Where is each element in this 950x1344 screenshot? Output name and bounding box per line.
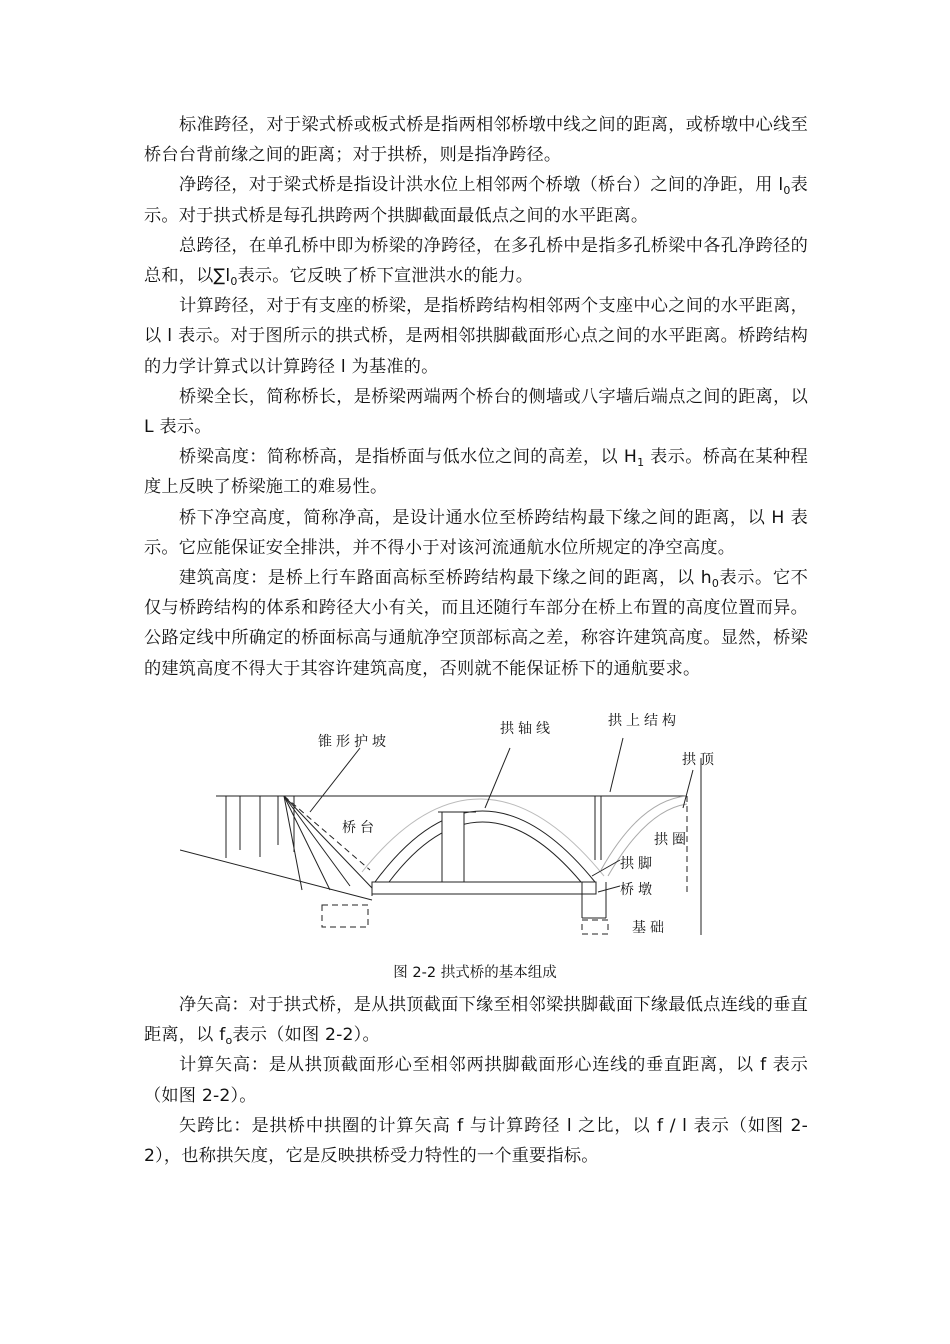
text-run: 桥梁全长，简称桥长，是桥梁两端两个桥台的侧墙或八字墙后端点之间的距离，以 L 表示。 — [144, 386, 808, 438]
cone-hatch — [284, 796, 372, 888]
text-run: 桥下净空高度，简称净高，是设计通水位至桥跨结构最下缘之间的距离，以 H 表示。它应能保证安全排洪，并不得小于对该河流通航水位所规定的净空高度。 — [144, 507, 808, 558]
figure-caption: 图 2-2 拱式桥的基本组成 — [393, 965, 557, 981]
text-run: 表示。它不仅与桥跨结构的体系和跨径大小有关，而且还随行车部分在桥上布置的高度位置而异。公路定线中所确定的桥面标高与通航净空顶部标高之差，称容许建筑高度。显然，桥梁的建筑高度不得大于其容许建筑高度，否则就不能保证桥下的通航要求。 — [144, 568, 808, 679]
subscript: 0 — [711, 577, 720, 591]
foundation-right — [582, 920, 608, 934]
paragraph — [144, 291, 808, 382]
text-run: 表示（如图 2-2）。 — [232, 1025, 380, 1046]
label-abutment: 桥台 — [342, 820, 378, 836]
paragraph — [144, 382, 808, 442]
cone-hatch — [284, 796, 302, 890]
text-run: 表示。桥高在某种程度上反映了桥梁施工的难易性。 — [144, 447, 809, 498]
paragraph — [144, 1050, 808, 1110]
text-run: 总跨径，在单孔桥中即为桥梁的净跨径，在多孔桥中是指多孔桥梁中各孔净跨径的总和，以∑l — [144, 235, 808, 287]
paragraph — [144, 990, 808, 1050]
leader-cone — [310, 748, 360, 812]
foundation-beam — [372, 882, 596, 894]
arch-ring-inner — [389, 822, 581, 882]
leader-superstructure — [610, 738, 623, 792]
text-run: 表示。它反映了桥下宣泄洪水的能力。 — [237, 266, 534, 287]
subscript: 0 — [230, 275, 238, 289]
text-run: 净跨径，对于梁式桥是指设计洪水位上相邻两个桥墩（桥台）之间的净距，用 l — [179, 175, 784, 196]
leader-crown — [683, 770, 693, 808]
arch-bridge-diagram — [180, 700, 740, 940]
text-run: 表示。对于拱式桥是每孔拱跨两个拱脚截面最低点之间的水平距离。 — [144, 175, 808, 226]
text-run: 计算跨径，对于有支座的桥梁，是指桥跨结构相邻两个支座中心之间的水平距离，以 l 表示。对于图所示的拱式桥，是两相邻拱脚截面形心点之间的水平距离。桥跨结构的力学计算式以计算跨径 l 为基准的。 — [144, 296, 808, 377]
text-run: 矢跨比：是拱桥中拱圈的计算矢高 f 与计算跨径 l 之比，以 f / l 表示（如图 2-2），也称拱矢度，它是反映拱桥受力特性的一个重要指标。 — [144, 1115, 808, 1167]
label-foundation: 基础 — [632, 920, 668, 936]
subscript: o — [225, 1034, 233, 1048]
label-arch-axis: 拱轴线 — [500, 721, 554, 737]
paragraph — [144, 170, 808, 230]
label-superstructure: 拱上结构 — [608, 713, 680, 729]
label-springing: 拱脚 — [620, 856, 656, 872]
label-arch-ring: 拱圈 — [654, 832, 690, 848]
foundation-left — [322, 905, 368, 927]
label-pier: 桥墩 — [620, 882, 656, 898]
paragraph — [144, 1111, 808, 1171]
leader-springing — [592, 860, 620, 876]
leader-arch-axis — [485, 748, 510, 808]
cone-hatch — [284, 796, 330, 890]
body-text-top — [144, 110, 808, 684]
paragraph — [144, 503, 808, 563]
arch-bridge-figure — [180, 700, 740, 940]
subscript: 1 — [637, 456, 645, 470]
paragraph — [144, 442, 808, 502]
paragraph — [144, 110, 808, 170]
spandrel-column — [442, 812, 464, 882]
subscript: 0 — [783, 184, 791, 198]
label-cone-slope: 锥形护坡 — [318, 734, 390, 750]
text-run: 建筑高度：是桥上行车路面高标至桥跨结构最下缘之间的距离，以 h — [179, 568, 712, 589]
text-run: 标准跨径，对于梁式桥或板式桥是指两相邻桥墩中线之间的距离，或桥墩中心线至桥台台背前缘之间的距离；对于拱桥，则是指净跨径。 — [144, 115, 808, 166]
text-run: 桥梁高度：简称桥高，是指桥面与低水位之间的高差，以 H — [179, 447, 638, 468]
body-text-bottom — [144, 990, 808, 1171]
text-run: 计算矢高：是从拱顶截面形心至相邻两拱脚截面形心连线的垂直距离，以 f 表示（如图 2-2）。 — [144, 1055, 808, 1106]
leader-pier — [598, 886, 620, 892]
text-run: 净矢高：对于拱式桥，是从拱顶截面下缘至相邻梁拱脚截面下缘最低点连线的垂直距离，以 f — [144, 995, 808, 1046]
label-crown: 拱顶 — [682, 752, 718, 768]
paragraph — [144, 231, 808, 291]
paragraph — [144, 563, 808, 684]
